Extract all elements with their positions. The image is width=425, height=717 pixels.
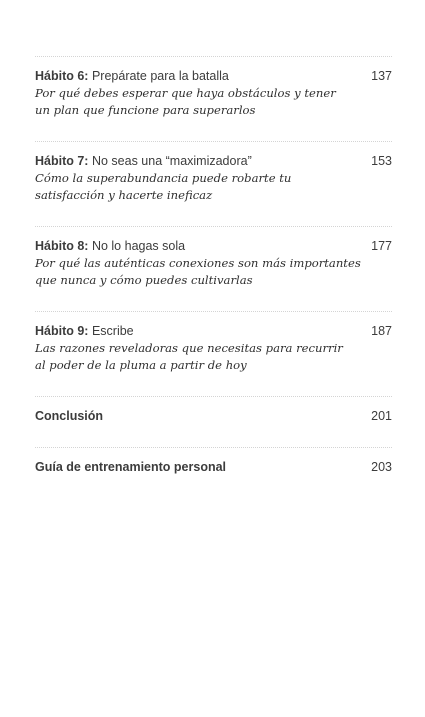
entry-description-line-1: Las razones reveladoras que necesitas para recurrir (35, 341, 343, 355)
dotted-divider (35, 226, 392, 227)
entry-description-line-2: satisfacción y hacerte ineficaz (35, 188, 213, 202)
entry-label: Hábito 7: (35, 154, 89, 168)
entry-description-line-1: Cómo la superabundancia puede robarte tu (35, 171, 292, 185)
toc-entry-habit-6[interactable] (35, 67, 392, 119)
entry-label: Hábito 8: (35, 239, 89, 253)
entry-title: Guía de entrenamiento personal (35, 460, 227, 474)
entry-heading (35, 69, 229, 83)
toc-entry-habit-8[interactable] (35, 237, 392, 289)
page-number: 203 (371, 460, 392, 474)
toc-entry-guide[interactable] (35, 458, 392, 476)
entry-heading (35, 239, 185, 253)
entry-description-line-2: que nunca y cómo puedes cultivarlas (35, 273, 253, 287)
page-number: 177 (371, 239, 392, 253)
dotted-divider (35, 447, 392, 448)
dotted-divider (35, 396, 392, 397)
entry-heading (35, 154, 252, 168)
toc-entry-habit-7[interactable] (35, 152, 392, 204)
dotted-divider (35, 141, 392, 142)
entry-heading (35, 324, 134, 338)
toc-entry-conclusion[interactable] (35, 407, 392, 425)
page-number: 153 (371, 154, 392, 168)
entry-title: No lo hagas sola (88, 239, 186, 253)
dotted-divider (35, 311, 392, 312)
page-number: 137 (371, 69, 392, 83)
entry-label: Hábito 9: (35, 324, 89, 338)
toc-entry-habit-9[interactable] (35, 322, 392, 374)
entry-description-line-2: al poder de la pluma a partir de hoy (35, 358, 247, 372)
page-number: 187 (371, 324, 392, 338)
entry-title: Escribe (88, 324, 134, 338)
entry-description-line-2: un plan que funcione para superarlos (35, 103, 256, 117)
entry-title: Prepárate para la batalla (88, 69, 229, 83)
entry-label: Hábito 6: (35, 69, 89, 83)
entry-description-line-1: Por qué las auténticas conexiones son más importantes (35, 256, 361, 270)
entry-title: Conclusión (35, 409, 104, 423)
entry-title: No seas una “maximizadora” (88, 154, 252, 168)
dotted-divider (35, 56, 392, 57)
entry-description-line-1: Por qué debes esperar que haya obstáculos y tener (35, 86, 336, 100)
page-number: 201 (371, 409, 392, 423)
